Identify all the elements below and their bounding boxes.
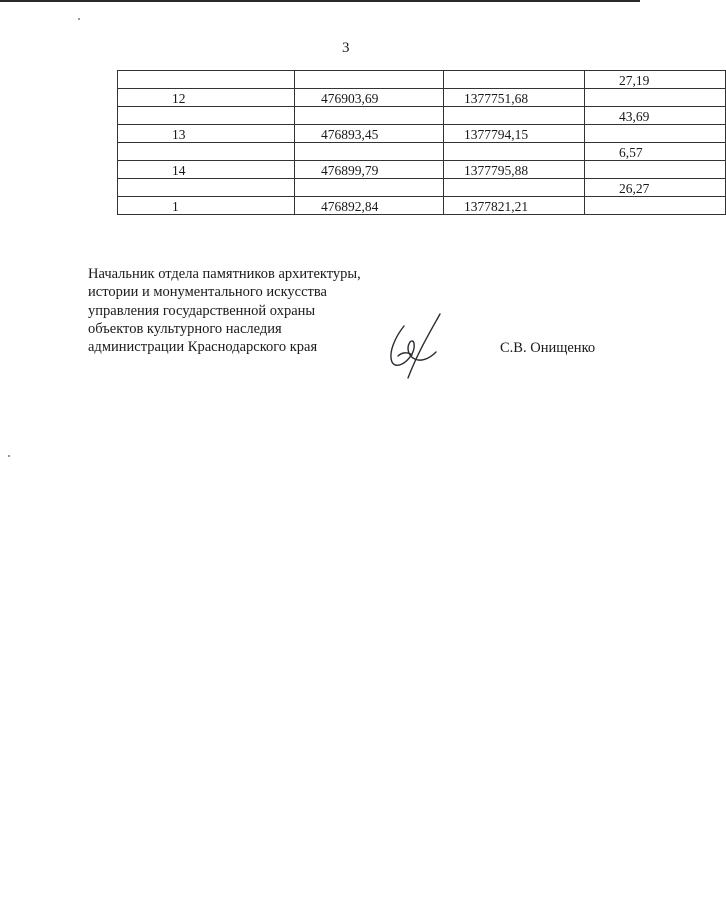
scan-artifact-dot — [8, 455, 10, 457]
coordinates-table — [117, 70, 726, 215]
signatory-title-line: администрации Краснодарского края — [88, 339, 318, 356]
table-cell — [585, 89, 726, 107]
table-cell: 476899,79 — [295, 161, 444, 179]
table-cell — [295, 143, 444, 161]
table-cell: 1377794,15 — [444, 125, 585, 143]
table-cell: 6,57 — [585, 143, 726, 161]
table-row — [118, 179, 726, 197]
table-cell: 1377751,68 — [444, 89, 585, 107]
table-row — [118, 125, 726, 143]
table-cell: 1377795,88 — [444, 161, 585, 179]
table-cell — [585, 161, 726, 179]
table-cell — [118, 143, 295, 161]
table-cell: 1 — [118, 197, 295, 215]
table-cell — [585, 197, 726, 215]
table-cell: 26,27 — [585, 179, 726, 197]
scan-artifact-dot — [78, 18, 80, 20]
signatory-title-line: объектов культурного наследия — [88, 320, 282, 337]
table-cell: 14 — [118, 161, 295, 179]
table-row — [118, 89, 726, 107]
signatory-title-line: Начальник отдела памятников архитектуры, — [88, 266, 361, 282]
table-cell: 476903,69 — [295, 89, 444, 107]
table-cell — [444, 71, 585, 89]
table-cell — [295, 71, 444, 89]
table-cell — [118, 71, 295, 89]
signatory-name: С.В. Онищенко — [500, 340, 596, 356]
scan-top-edge — [0, 0, 640, 2]
table-cell — [118, 107, 295, 125]
page-number: 3 — [342, 40, 350, 56]
table-cell — [295, 179, 444, 197]
table-cell: 476893,45 — [295, 125, 444, 143]
table-cell — [118, 179, 295, 197]
table-cell: 12 — [118, 89, 295, 107]
handwritten-signature-icon — [378, 312, 450, 382]
table-cell: 43,69 — [585, 107, 726, 125]
signatory-title-line: управления государственной охраны — [88, 302, 316, 319]
table-cell — [444, 179, 585, 197]
table-row — [118, 197, 726, 215]
table-row — [118, 71, 726, 89]
table-cell — [585, 125, 726, 143]
table-cell: 27,19 — [585, 71, 726, 89]
table-cell — [444, 143, 585, 161]
table-cell — [295, 107, 444, 125]
coordinates-table-body — [118, 71, 726, 215]
signatory-title — [88, 265, 361, 356]
table-cell: 476892,84 — [295, 197, 444, 215]
table-cell — [444, 107, 585, 125]
table-cell: 1377821,21 — [444, 197, 585, 215]
table-row — [118, 143, 726, 161]
signatory-title-line: истории и монументального искусства — [88, 284, 327, 301]
table-row — [118, 107, 726, 125]
table-row — [118, 161, 726, 179]
table-cell: 13 — [118, 125, 295, 143]
